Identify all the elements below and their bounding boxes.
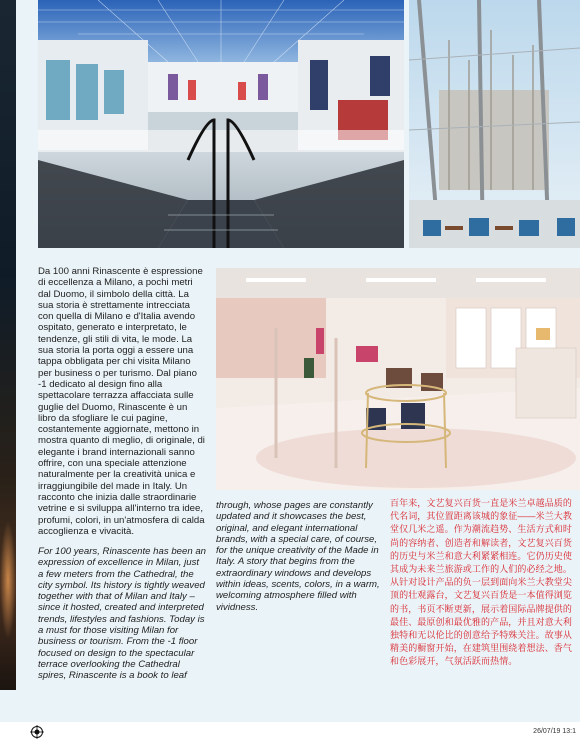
chinese-body-text: 百年来，文艺复兴百货一直是米兰卓越品质的代名词，其位置距离该城的象征——米兰大教堂仅几米之遥。作为潮流趋势、生活方式和时尚的容纳者、创造者和解读者，文艺复兴百货的历史与米兰和意大利紧紧相连。它仍历史使其成为未来兰旅游或工作的人们的必经之地。从针对设计产品的负一层到面向米兰大教堂尖顶的壮观露台，文艺复兴百货是一本值得浏览的书，书页不断更新，展示着国际品牌提供的最佳、最原创和最优雅的产品，并且对意大利独特和无以伦比的创意给予特殊关注。故事从精美的橱窗开始，在建筑里围绕着想法、香气和色彩展开，气氛活跃而热情。: [390, 498, 573, 667]
store-interior-escalator-photo: [38, 0, 404, 248]
english-body-text-part2: through, whose pages are constantly updated and it showcases the best, original, and elegant international brands, with a special care, of course, for the unique creativity of the Made in Italy. A story that begins from the extraordinary windows and develops within ideas, scents, colors, in a warm, welcoming atmosphere filled with vividness.: [216, 500, 380, 613]
english-body-text-part1: For 100 years, Rinascente has been an expression of excellence in Milan, just a few meters from the Cathedral, the city symbol. Its history is tightly weaved together with that of Milan and Italy – since it hosted, created and interpreted trends, lifestyles and fashions. Today is a must for those visiting Milan for business or tourism. From the -1 floor focused on design to the spectacular terrace overlooking the Cathedral spires, Rinascente is a book to leaf: [38, 546, 206, 682]
print-footer: [0, 722, 580, 744]
italian-body-text: Da 100 anni Rinascente è espressione di eccellenza a Milano, a pochi metri dal Duomo, il simbolo della città. La sua storia è strettamente intrecciata con quella di Milano e d'Italia avendo ospitato, generato e interpretato, le tendenze, gli stili di vita, le mode. La sua storia la porta oggi a essere una tappa obbligata per chi visita Milano per business o per turismo. Dal piano -1 dedicato al design fino alla spettacolare terrazza affacciata sulle guglie del Duomo, Rinascente è un libro da sfogliare le cui pagine, costantemente aggiornate, mettono in mostra quanto di meglio, di originale, di elegante i brand internazionali sanno offrire, con una speciale attenzione naturalmente per la creatività unica e irraggiungibile del made in Italy. Un racconto che inizia dalle straordinarie vetrine e si sviluppa all'interno tra idee, profumi, colori, in un'atmosfera di calda accoglienza e vivacità.: [38, 266, 205, 537]
adjacent-page-edge: [0, 0, 16, 690]
print-timestamp: 26/07/19 13:1: [533, 728, 576, 735]
handbag-department-photo: [216, 268, 580, 490]
rooftop-terrace-duomo-photo: [409, 0, 580, 248]
registration-mark-icon: [30, 725, 44, 739]
